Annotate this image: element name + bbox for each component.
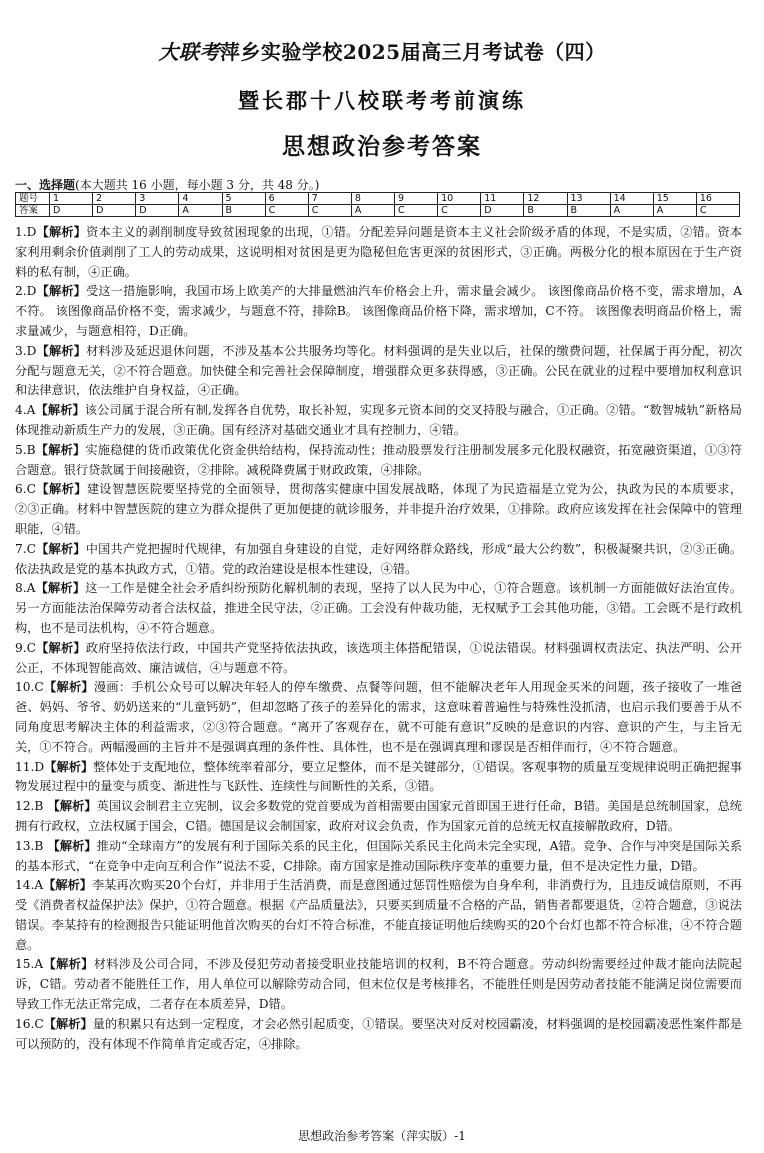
- answer-cell: C: [696, 205, 739, 217]
- question-number: 4: [179, 193, 222, 205]
- item-tag: 【解析】: [36, 225, 87, 239]
- item-text: 实施稳健的货币政策优化资金供给结构，保持流动性；推动股票发行注册制发展多元化股权融资，拓宽融资渠道，①③符合题意。银行贷款属于间接融资，②排除。减税降费属于财政政策，④排除。: [15, 442, 743, 477]
- item-number: 3.D: [15, 343, 37, 358]
- answer-cell: A: [610, 205, 653, 217]
- item-number: 8.A: [15, 581, 36, 596]
- item-number: 11.D: [15, 759, 45, 774]
- item-text: 量的积累只有达到一定程度，才会必然引起质变，①错误。要坚决对反对校园霸凌，材料强调的是校园霸凌恶性案件都是可以预防的，没有体现不作简单肯定或否定，④排除。: [15, 1016, 743, 1051]
- answer-cell: C: [265, 205, 308, 217]
- item-tag: 【解析】: [35, 442, 86, 457]
- question-number: 10: [438, 193, 481, 205]
- item-number: 16.C: [15, 1016, 44, 1031]
- item-tag: 【解析】: [43, 878, 93, 893]
- question-number: 13: [567, 193, 610, 205]
- item-text: 中国共产党把握时代规律，有加强自身建设的自觉，走好网络群众路线，形成“最大公约数”，积极凝聚共识，②③正确。依法执政是党的基本执政方式，①错。党的政治建设是根本性建设，④错。: [15, 541, 743, 576]
- explanation-item: [15, 876, 742, 955]
- item-number: 1.D: [15, 225, 37, 239]
- answer-cell: C: [438, 205, 481, 217]
- question-number: 9: [395, 193, 438, 205]
- explanation-item: [15, 342, 742, 401]
- item-tag: 【解析】: [43, 799, 97, 814]
- item-number: 4.A: [15, 403, 36, 418]
- answer-cell: A: [351, 205, 394, 217]
- question-number: 1: [50, 193, 93, 205]
- item-tag: 【解析】: [43, 1016, 93, 1031]
- item-text: 政府坚持依法行政，中国共产党坚持依法执政，该选项主体搭配错误，①说法错误。材料强调权责法定、执法严明、公开公正，不体现智能高效、廉洁诚信，④与题意不符。: [15, 640, 743, 675]
- question-number: 8: [351, 193, 394, 205]
- item-tag: 【解析】: [43, 838, 97, 853]
- question-number: 12: [524, 193, 567, 205]
- explanation-item: [15, 678, 742, 757]
- item-number: 2.D: [15, 284, 37, 299]
- row-label-number: 题号: [16, 193, 50, 205]
- item-tag: 【解析】: [44, 759, 94, 774]
- item-number: 7.C: [15, 541, 36, 556]
- exam-title-text: 萍乡实验学校2025届高三月考试卷（四）: [219, 40, 606, 64]
- row-label-answer: 答案: [16, 205, 50, 217]
- answer-cell: C: [308, 205, 351, 217]
- exam-subtitle: 暨长郡十八校联考考前演练: [238, 88, 526, 113]
- explanation-item: [15, 758, 742, 798]
- question-number: 7: [308, 193, 351, 205]
- explanation-item: [15, 1015, 742, 1055]
- item-number: 5.B: [15, 442, 36, 457]
- answer-cell: D: [50, 205, 93, 217]
- item-text: 材料涉及公司合同，不涉及侵犯劳动者接受职业技能培训的权利，B不符合题意。劳动纠纷需要经过仲裁才能向法院起诉，C错。劳动者不能胜任工作，用人单位可以解除劳动合同，但末位仅是考核排名，不能胜任则是因劳动者技能不能满足岗位需要而导致工作无法正常完成，二者存在本质差异，D错。: [15, 957, 742, 1012]
- item-text: 资本主义的剥削制度导致贫困现象的出现，①错。分配差异问题是资本主义社会阶级矛盾的体现，不是实质，②错。资本家利用剩余价值剥削了工人的劳动成果，这说明相对贫困是更为隐秘但危害更深的贫困形式，③正确。两极分化的根本原因在于生产资料的私有制，④正确。: [15, 225, 743, 279]
- section-lead: 一、选择题: [15, 178, 76, 192]
- section-heading: [15, 176, 319, 193]
- answer-cell: D: [93, 205, 136, 217]
- brand-logo-text: 大联考: [158, 40, 220, 64]
- question-number: 15: [653, 193, 696, 205]
- explanation-item: [15, 837, 742, 877]
- explanation-item: [15, 282, 742, 341]
- explanation-item: [15, 540, 742, 580]
- explanation-item: [15, 223, 742, 282]
- question-number: 16: [696, 193, 739, 205]
- item-number: 12.B: [15, 799, 44, 814]
- question-number: 11: [481, 193, 524, 205]
- item-tag: 【解析】: [35, 640, 86, 655]
- explanation-item: [15, 480, 742, 539]
- item-text: 整体处于支配地位，整体统率着部分，要立足整体，而不是关键部分，①错误。客观事物的质量互变规律说明正确把握事物发展过程中的量变与质变、渐进性与飞跃性、连续性与间断性的关系，③错。: [15, 759, 743, 794]
- explanation-item: [15, 441, 742, 481]
- answer-cell: D: [481, 205, 524, 217]
- item-tag: 【解析】: [35, 581, 86, 596]
- item-text: 建设智慧医院要坚持党的全面领导，贯彻落实健康中国发展战略，体现了为民造福是立党为公，执政为民的本质要求，②③正确。材料中智慧医院的建立为群众提供了更加便捷的就诊服务，并非提升治疗效果，①排除。政府应该发挥在社会保障中的管理职能，④错。: [15, 482, 743, 536]
- item-text: 材料涉及延迟退休问题，不涉及基本公共服务均等化。材料强调的是失业以后，社保的缴费问题，社保属于再分配，初次分配与题意无关，②不符合题意。加快健全和完善社会保障制度，增强群众更多获得感，③正确。公民在就业的过程中要增加权利意识和法律意识，依法维护自身权益，④正确。: [15, 343, 743, 398]
- explanation-item: [15, 401, 742, 441]
- item-tag: 【解析】: [35, 482, 87, 497]
- item-tag: 【解析】: [36, 343, 87, 358]
- answer-cell: B: [524, 205, 567, 217]
- answer-table-number-row: [16, 193, 740, 205]
- answer-table-answer-row: [16, 205, 740, 217]
- item-number: 13.B: [15, 838, 44, 853]
- item-number: 10.C: [15, 680, 44, 695]
- exam-title: [0, 36, 764, 65]
- section-note: (本大题共 16 小题，每小题 3 分，共 48 分。): [75, 178, 320, 192]
- explanation-item: [15, 955, 742, 1014]
- answer-cell: B: [567, 205, 610, 217]
- item-text: 这一工作是健全社会矛盾纠纷预防化解机制的表现，坚持了以人民为中心，①符合题意。该机制一方面能做好法治宣传。另一方面能法治保障劳动者合法权益，推进全民守法，②正确。工会没有仲裁功能，无权赋予工会其他功能，③错。工会既不是行政机构，也不是司法机构，④不符合题意。: [15, 581, 743, 635]
- item-tag: 【解析】: [43, 957, 94, 972]
- question-number: 6: [265, 193, 308, 205]
- explanation-item: [15, 797, 742, 837]
- item-tag: 【解析】: [35, 541, 86, 556]
- question-number: 14: [610, 193, 653, 205]
- question-number: 3: [136, 193, 179, 205]
- item-text: 李某再次购买20个台灯，并非用于生活消费，而是意图通过惩罚性赔偿为自身牟利，非消费行为，且违反诚信原则，不再受《消费者权益保护法》保护，①符合题意。根据《产品质量法》，只要买到质量不合格的产品，销售者都要退货，②符合题意，③说法错误。李某持有的检测报告只能证明他首次购买的台灯不符合标准，不能直接证明他后续购买的20个台灯也都不符合标准，④不符合题意。: [15, 878, 742, 952]
- explanation-item: [15, 579, 742, 638]
- item-tag: 【解析】: [36, 284, 87, 299]
- answer-cell: C: [395, 205, 438, 217]
- answer-cell: B: [222, 205, 265, 217]
- item-text: 英国议会制君主立宪制，议会多数党的党首要成为首相需要由国家元首即国王进行任命，B错。美国是总统制国家，总统拥有行政权，立法权属于国会，C错。德国是议会制国家，政府对议会负责，作为国家元首的总统无权直接解散政府，D错。: [15, 799, 742, 833]
- question-number: 5: [222, 193, 265, 205]
- item-tag: 【解析】: [43, 680, 94, 695]
- item-text: 该公司属于混合所有制,发挥各自优势，取长补短，实现多元资本间的交叉持股与融合，①正确。②错。“数智城轨”新格局体现推动新质生产力的发展，③正确。国有经济对基础交通业才具有控制力，④错。: [15, 403, 742, 437]
- answer-cell: D: [136, 205, 179, 217]
- item-text: 推动“全球南方”的发展有利于国际关系的民主化，但国际关系民主化尚未完全实现，A错。竞争、合作与冲突是国际关系的基本形式，“在竞争中走向互利合作”说法不妥，C排除。南方国家是推动国际秩序变革的重要力量，但不是决定性力量，D错。: [15, 838, 743, 873]
- item-number: 6.C: [15, 482, 36, 497]
- item-text: 漫画：手机公众号可以解决年轻人的停车缴费、点餐等问题，但不能解决老年人用现金买米的问题，孩子接收了一堆爸爸、妈妈、爷爷、奶奶送来的“儿童钙奶”，但却忽略了孩子的差异化的需求，这意味着普遍性与特殊性没抓清，也启示我们要善于从不同角度思考解决主体的利益需求，②③符合题意。“离开了客观存在，就不可能有意识”反映的是意识的内容、意识的产生，与主旨无关，①不符合。两幅漫画的主旨并不是强调真理的条件性、具体性，也不是在强调真理和谬误是否相伴而行，④不符合题意。: [15, 680, 743, 754]
- answer-table: [15, 192, 740, 217]
- explanation-item: [15, 639, 742, 679]
- item-number: 15.A: [15, 957, 44, 972]
- question-number: 2: [93, 193, 136, 205]
- answer-cell: A: [179, 205, 222, 217]
- document-title: 思想政治参考答案: [282, 133, 482, 160]
- item-number: 9.C: [15, 640, 36, 655]
- item-text: 受这一措施影响，我国市场上欧美产的大排量燃油汽车价格会上升，需求量会减少。 该图像商品价格不变，需求增加，A不符。 该图像商品价格不变，需求减少，与题意不符，排除B。 该图像商品价格下降，需求增加，C不符。 该图像表明商品价格上，需求量减少，与题意相符，D正确。: [15, 284, 742, 338]
- explanations: [15, 223, 742, 1054]
- page-footer: 思想政治参考答案（萍实版）-1: [298, 1129, 466, 1143]
- answer-cell: A: [653, 205, 696, 217]
- item-number: 14.A: [15, 878, 44, 893]
- item-tag: 【解析】: [35, 403, 85, 418]
